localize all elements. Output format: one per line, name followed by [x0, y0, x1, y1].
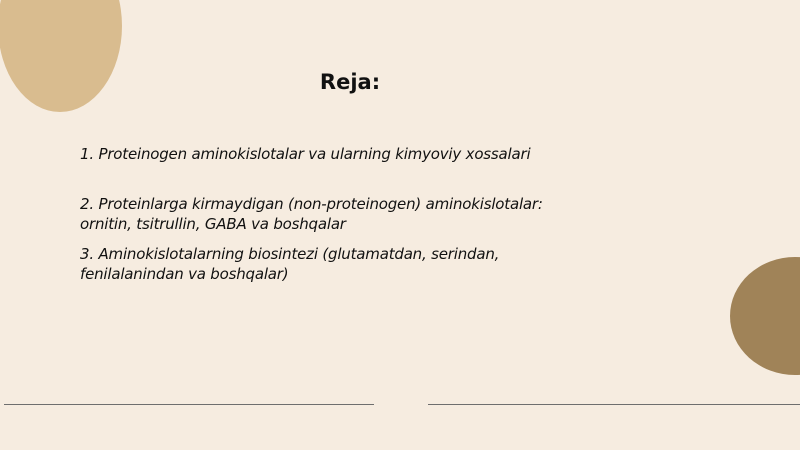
agenda-item-3-line-2: fenilalanindan va boshqalar) — [80, 265, 289, 283]
agenda-item-1 — [80, 144, 600, 164]
agenda-item-3-line-1: 3. Aminokislotalarning biosintezi (glutamatdan, serindan, — [80, 245, 500, 263]
divider-line-right — [428, 404, 800, 405]
agenda-item-3 — [80, 244, 600, 284]
slide-title: Reja: — [319, 70, 381, 94]
agenda-item-2-line-2: ornitin, tsitrullin, GABA va boshqalar — [80, 215, 346, 233]
decorative-circle-right — [730, 257, 800, 375]
agenda-item-2-line-1: 2. Proteinlarga kirmaydigan (non-proteinogen) aminokislotalar: — [80, 195, 543, 213]
agenda-item-1-line-1: 1. Proteinogen aminokislotalar va ularning kimyoviy xossalari — [80, 145, 531, 163]
agenda-item-2 — [80, 194, 600, 234]
divider-line-left — [4, 404, 374, 405]
